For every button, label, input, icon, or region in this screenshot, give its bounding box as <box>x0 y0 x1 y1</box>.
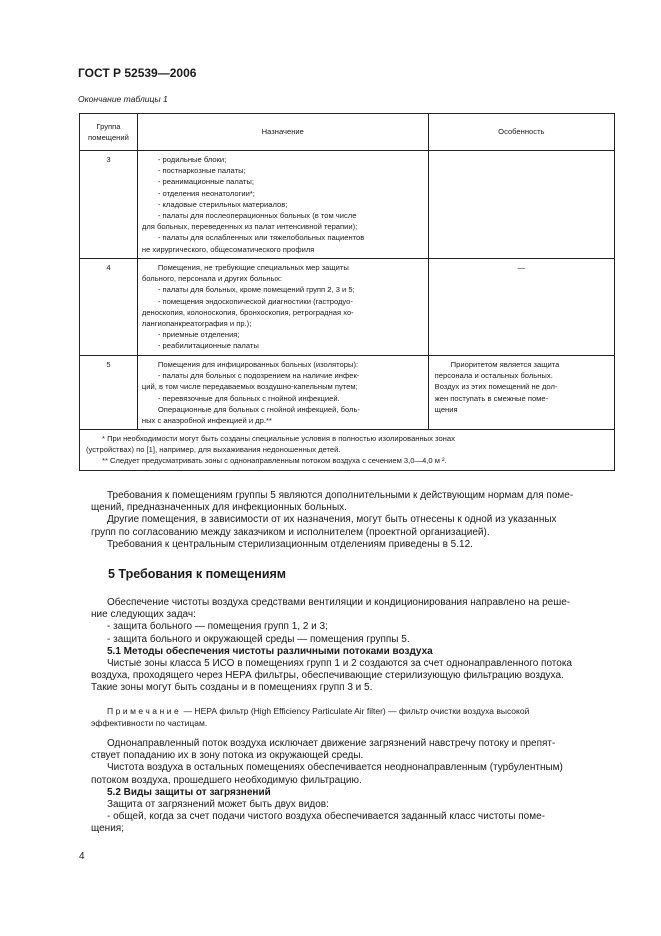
purpose-line: - кладовые стерильных материалов; <box>157 199 288 209</box>
document-title: ГОСТ Р 52539—2006 <box>78 66 197 80</box>
header-group-line: помещений <box>88 133 129 142</box>
note-block <box>91 705 615 729</box>
purpose-line: ных с анаэробной инфекцией и др.** <box>141 416 272 426</box>
paragraph: - защита больного — помещения групп 1, 2 и 3; <box>107 621 328 633</box>
purpose-line: - реанимационные палаты; <box>157 177 254 187</box>
paragraph: Обеспечение чистоты воздуха средствами вентиляции и кондиционирования направлено на реше- <box>107 597 571 608</box>
feature-line: жен поступать в смежные поме- <box>434 393 549 403</box>
feature-line: щения <box>434 404 458 414</box>
paragraph: Защита от загрязнений может быть двух видов: <box>107 799 329 811</box>
paragraph: Такие зоны могут быть созданы и в помещениях групп 3 и 5. <box>91 682 373 694</box>
row-group-number: 5 <box>80 356 138 430</box>
header-feature: Особенность <box>428 114 614 151</box>
row-feature <box>428 356 614 430</box>
purpose-line: - перевязочные для больных с гнойной инфекцией. <box>157 393 340 403</box>
header-group-line: Группа <box>96 121 121 131</box>
purpose-line: деноскопия, колоноскопия, бронхоскопия, ретроградная хо- <box>141 307 354 317</box>
row-purpose <box>137 151 428 259</box>
purpose-line: не хирургического, общесоматического профиля <box>141 244 315 254</box>
note-line: эффективности по частицам. <box>91 718 208 728</box>
purpose-line: - приемные отделения; <box>157 330 240 340</box>
table-row <box>80 151 615 259</box>
feature-dash: — <box>517 263 526 272</box>
paragraph: щений, предназначенных для инфекционных больных. <box>91 502 347 514</box>
purpose-line: - реабилитационные палаты <box>157 341 259 351</box>
paragraph: Другие помещения, в зависимости от их назначения, могут быть отнесены к одной из указанных <box>107 514 557 526</box>
header-purpose: Назначение <box>137 114 428 151</box>
table-footnotes <box>80 430 615 471</box>
section-5-title: 5 Требования к помещениям <box>108 567 287 581</box>
purpose-line: - палаты для послеоперационных больных (в том числе <box>157 211 357 221</box>
row-group-number: 3 <box>80 151 138 259</box>
purpose-line: Помещения для инфицированных больных (изоляторы): <box>157 360 359 369</box>
purpose-line: - палаты для больных, кроме помещений групп 2, 3 и 5; <box>157 285 355 295</box>
paragraph: Однонаправленный поток воздуха исключает движение загрязнений навстречу потоку и препят- <box>107 738 556 749</box>
footnote-line: * При необходимости могут быть созданы специальные условия в полностью изолированных зонах <box>102 434 455 443</box>
header-group <box>80 114 138 151</box>
purpose-line: для больных, переведенных из палат интенсивной терапии); <box>141 222 358 232</box>
table-row <box>80 259 615 356</box>
page-number: 4 <box>79 851 85 862</box>
subsection-5-1-title: 5.1 Методы обеспечения чистоты различными потоками воздуха <box>107 645 433 657</box>
paragraph: Требования к помещениям группы 5 являются дополнительными к действующим нормам для поме- <box>107 490 574 501</box>
purpose-line: - отделения неонатологии*; <box>157 188 255 198</box>
paragraph: Чистые зоны класса 5 ИСО в помещениях групп 1 и 2 создаются за счет однонаправленного потока <box>107 658 572 670</box>
table-caption: Окончание таблицы 1 <box>78 94 168 104</box>
note-text: — НЕРА фильтр (High Efficiency Particulate Air filter) — фильтр очистки воздуха высокой <box>181 706 530 716</box>
feature-line: Приоритетом является защита <box>450 360 560 369</box>
paragraph: щения; <box>91 823 124 835</box>
rooms-table <box>79 113 615 471</box>
post-table-text <box>91 490 615 551</box>
paragraph: - защита больного и окружающей среды — помещения группы 5. <box>107 633 410 645</box>
paragraph: потоком воздуха, прошедшего необходимую фильтрацию. <box>91 774 362 786</box>
paragraph: - общей, когда за счет подачи чистого воздуха обеспечивается заданный класс чистоты поме- <box>107 811 545 823</box>
paragraph: Чистота воздуха в остальных помещениях обеспечивается неоднонаправленным (турбулентным) <box>107 762 563 774</box>
subsection-5-2-title: 5.2 Виды защиты от загрязнений <box>107 786 271 798</box>
paragraph: ние следующих задач: <box>91 609 196 621</box>
table-header-row <box>80 114 615 151</box>
purpose-line: - палаты для ослабленных или тяжелобольных пациентов <box>157 233 365 243</box>
purpose-line: больного, персонала и других больных: <box>141 274 282 284</box>
paragraph: групп по согласованию между заказчиком и исполнителем (проектной организацией). <box>91 526 490 538</box>
feature-line: персонала и остальных больных. <box>434 371 553 381</box>
purpose-line: ций, в том числе передаваемых воздушно-капельным путем; <box>141 382 358 392</box>
note-label: Примечание <box>107 706 182 716</box>
footnote-line: (устройствах) по [1], например, для выхаживания недоношенных детей. <box>86 445 341 455</box>
row-feature <box>428 259 614 356</box>
section-5-body-continued <box>91 738 615 836</box>
paragraph: Требования к центральным стерилизационным отделениям приведены в 5.12. <box>107 538 473 550</box>
row-feature <box>428 151 614 259</box>
table-footnote-row <box>80 430 615 471</box>
section-5-body <box>91 597 615 695</box>
purpose-line: - родильные блоки; <box>157 155 227 164</box>
row-group-number: 4 <box>80 259 138 356</box>
row-purpose <box>137 356 428 430</box>
purpose-line: лангиопанкреатография и пр.); <box>141 319 252 329</box>
purpose-line: - помещения эндоскопической диагностики (гастродуо- <box>157 296 353 306</box>
paragraph: воздуха, проходящего через НЕРА фильтры, обеспечивающие стерилизующую фильтрацию воздуха. <box>91 670 564 682</box>
note-line <box>91 705 615 717</box>
purpose-line: - постнаркозные палаты; <box>157 166 246 176</box>
purpose-line: - палаты для больных с подозрением на наличие инфек- <box>157 371 360 381</box>
purpose-line: Помещения, не требующие специальных мер защиты <box>157 263 349 272</box>
row-purpose <box>137 259 428 356</box>
footnote-line: ** Следует предусматривать зоны с однонаправленным потоком воздуха с сечением 3,0—4,0 м ². <box>102 456 447 466</box>
purpose-line: Операционные для больных с гнойной инфекцией, боль- <box>157 404 360 414</box>
feature-line: Воздух из этих помещений не дол- <box>434 382 558 392</box>
paragraph: ствует попаданию их в зону потока из окружающей среды. <box>91 750 364 762</box>
table-row <box>80 356 615 430</box>
